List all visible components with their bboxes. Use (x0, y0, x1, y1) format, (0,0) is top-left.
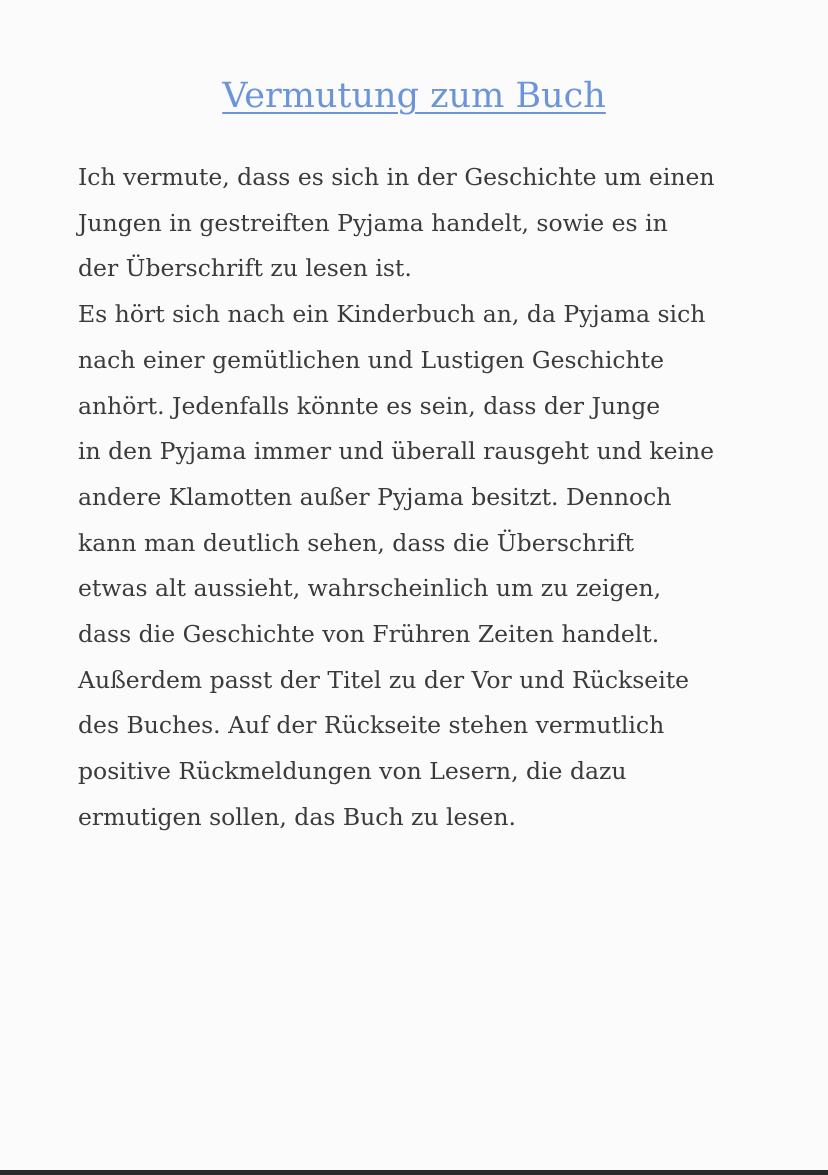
text-line: des Buches. Auf der Rückseite stehen vermutlich (78, 711, 665, 740)
text-line: Außerdem passt der Titel zu der Vor und Rückseite (78, 665, 690, 694)
text-line: in den Pyjama immer und überall rausgeht und keine (78, 437, 715, 466)
text-line: andere Klamotten außer Pyjama besitzt. Dennoch (78, 482, 672, 511)
text-line: kann man deutlich sehen, dass die Überschrift (78, 528, 635, 557)
text-line: anhört. Jedenfalls könnte es sein, dass der Junge (78, 391, 661, 420)
text-line: der Überschrift zu lesen ist. (78, 254, 412, 283)
page-title-text: Vermutung zum Buch (222, 76, 606, 116)
text-line: Es hört sich nach ein Kinderbuch an, da Pyjama sich (78, 300, 706, 329)
body-text (78, 155, 768, 841)
text-line: Ich vermute, dass es sich in der Geschichte um einen (78, 163, 715, 191)
text-line: etwas alt aussieht, wahrscheinlich um zu zeigen, (78, 574, 662, 603)
page-title (0, 70, 828, 122)
text-line: ermutigen sollen, das Buch zu lesen. (78, 802, 517, 831)
text-line: positive Rückmeldungen von Lesern, die dazu (78, 757, 627, 786)
text-line: Jungen in gestreiften Pyjama handelt, sowie es in (78, 208, 668, 237)
text-line: dass die Geschichte von Frühren Zeiten handelt. (78, 620, 660, 649)
text-line: nach einer gemütlichen und Lustigen Geschichte (78, 345, 665, 374)
